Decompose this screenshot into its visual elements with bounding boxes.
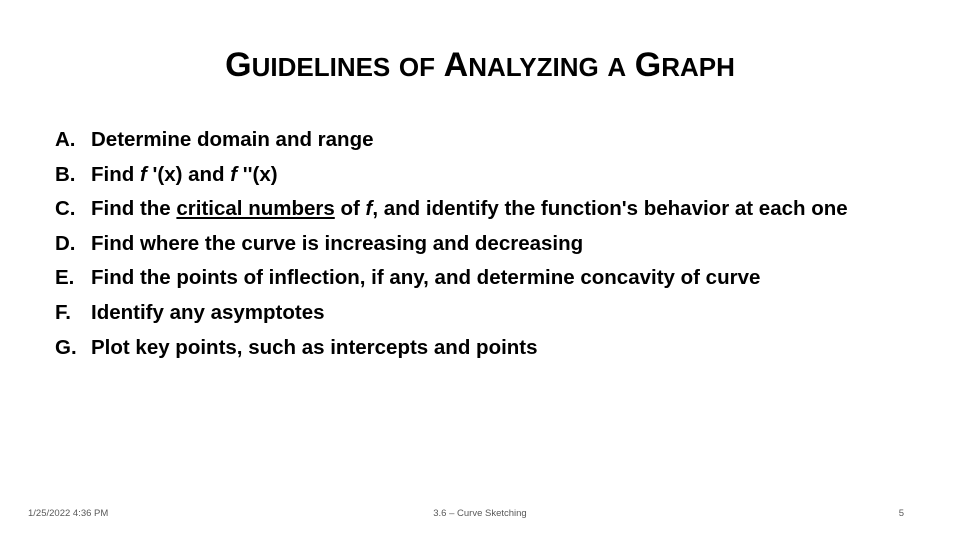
title-word-graph-initial: G xyxy=(634,46,662,84)
list-item-letter: E. xyxy=(55,266,75,290)
list-item-letter: F. xyxy=(55,300,71,324)
text-part: Find xyxy=(91,162,140,186)
guidelines-list xyxy=(55,128,915,370)
footer-date: 1/25/2022 4:36 PM xyxy=(28,508,109,519)
list-item-text: Find the points of inflection, if any, and determine concavity of curve xyxy=(91,266,761,290)
function-symbol: f xyxy=(139,162,147,186)
title-word-guidelines-rest: UIDELINES xyxy=(251,52,391,82)
list-item-letter: B. xyxy=(55,162,76,186)
title-word-guidelines-initial: G xyxy=(225,46,252,84)
title-word-analyzing-initial: A xyxy=(443,46,469,84)
list-item-text xyxy=(91,163,915,187)
list-item-letter: C. xyxy=(55,197,76,221)
list-item-text: Identify any asymptotes xyxy=(91,300,325,324)
text-part: of xyxy=(334,197,366,221)
list-item-text: Plot key points, such as intercepts and points xyxy=(91,335,538,359)
title-word-analyzing-rest: NALYZING xyxy=(468,52,599,82)
list-item-text xyxy=(91,197,915,221)
title-word-a: A xyxy=(607,52,627,82)
list-item-letter: D. xyxy=(55,231,76,255)
list-item-text: Determine domain and range xyxy=(91,128,374,151)
footer-page-number: 5 xyxy=(898,508,904,519)
title-word-of: OF xyxy=(398,52,436,82)
list-item-e xyxy=(55,266,915,301)
function-symbol: f xyxy=(365,197,373,221)
text-part: Find the xyxy=(91,197,177,221)
list-item-text: Find where the curve is increasing and decreasing xyxy=(91,231,584,255)
text-part: ''(x) xyxy=(237,162,278,186)
function-symbol: f xyxy=(230,162,238,186)
list-item-a xyxy=(55,128,915,163)
slide-title xyxy=(0,46,960,85)
list-item-f xyxy=(55,301,915,336)
title-word-graph-rest: RAPH xyxy=(661,52,735,82)
critical-numbers-underlined: critical numbers xyxy=(176,197,335,221)
list-item-b xyxy=(55,163,915,198)
list-item-letter: G. xyxy=(55,335,77,359)
list-item-g xyxy=(55,336,915,371)
footer-title: 3.6 – Curve Sketching xyxy=(433,508,527,519)
list-item-d xyxy=(55,232,915,267)
list-item-c xyxy=(55,197,915,232)
list-item-letter: A. xyxy=(55,128,76,151)
text-part: , and identify the function's behavior at each one xyxy=(372,197,848,221)
text-part: '(x) and xyxy=(146,162,231,186)
